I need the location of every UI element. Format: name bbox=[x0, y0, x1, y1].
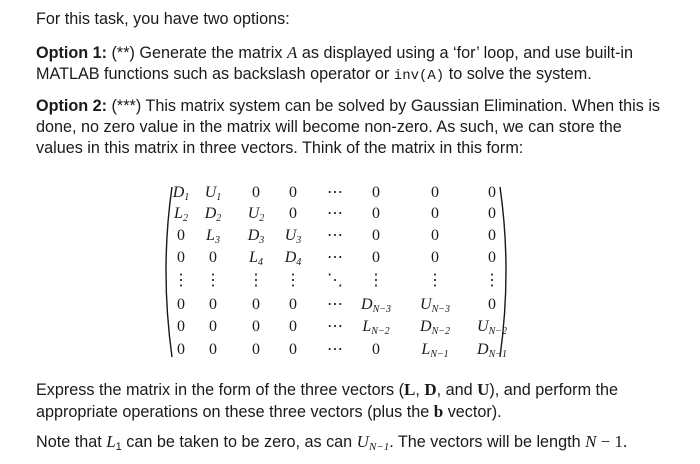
inv-code: inv(A) bbox=[393, 68, 445, 84]
express-paragraph bbox=[36, 379, 666, 423]
matrix-cell: 0 bbox=[488, 227, 496, 244]
matrix-cell: 0 bbox=[431, 249, 439, 266]
matrix-cell: DN−1 bbox=[477, 341, 507, 360]
matrix-cell: ⋯ bbox=[327, 296, 343, 313]
matrix-cell: ⋮ bbox=[368, 272, 384, 289]
matrix-cell: L3 bbox=[206, 227, 220, 246]
vector-u: U bbox=[477, 380, 490, 399]
matrix-cell: 0 bbox=[372, 184, 380, 201]
express-text: Express the matrix in the form of the three vectors ( bbox=[36, 381, 404, 399]
matrix-cell: 0 bbox=[431, 205, 439, 222]
matrix-cell: 0 bbox=[209, 318, 217, 335]
matrix-cell: L2 bbox=[174, 205, 188, 224]
vector-l: L bbox=[403, 380, 416, 399]
matrix-cell: 0 bbox=[252, 341, 260, 358]
matrix-cell: 0 bbox=[289, 184, 297, 201]
un1-sub: N−1 bbox=[368, 441, 390, 453]
matrix-cell: ⋯ bbox=[327, 227, 343, 244]
matrix-cell: 0 bbox=[488, 184, 496, 201]
matrix-cell: 0 bbox=[289, 318, 297, 335]
matrix-cell: D4 bbox=[284, 249, 302, 268]
matrix-cell: 0 bbox=[252, 318, 260, 335]
matrix-cell: UN−2 bbox=[477, 318, 507, 337]
left-bracket bbox=[166, 187, 172, 357]
matrix-cell: 0 bbox=[177, 341, 185, 358]
matrix-cell: 0 bbox=[372, 249, 380, 266]
note-text: Note that bbox=[36, 433, 107, 451]
matrix-cell: ⋯ bbox=[327, 318, 343, 335]
matrix-cell: 0 bbox=[431, 184, 439, 201]
matrix-cell: 0 bbox=[289, 341, 297, 358]
matrix-cell: 0 bbox=[209, 296, 217, 313]
matrix-cell: 0 bbox=[252, 296, 260, 313]
matrix-cell: 0 bbox=[488, 296, 496, 313]
matrix-cell: D2 bbox=[204, 205, 222, 224]
option-1-text: (**) Generate the matrix bbox=[107, 44, 287, 62]
express-text-c: vector). bbox=[443, 403, 502, 421]
matrix-cell: DN−2 bbox=[420, 318, 450, 337]
express-text-b: ), and perform the appropriate operations on these three vectors (plus the bbox=[36, 381, 619, 421]
matrix-cell: U2 bbox=[247, 205, 265, 224]
matrix-cell: ⋮ bbox=[173, 272, 189, 289]
matrix-cell: 0 bbox=[372, 205, 380, 222]
note-text-b: can be taken to be zero, as can bbox=[121, 433, 357, 451]
matrix-cell: UN−3 bbox=[420, 296, 450, 315]
matrix-cell: 0 bbox=[289, 205, 297, 222]
un1-var: U bbox=[356, 432, 369, 451]
n-var: N bbox=[585, 432, 597, 451]
matrix-cell: D3 bbox=[247, 227, 265, 246]
matrix-cell: U1 bbox=[204, 184, 222, 203]
option-1-text-b: as displayed using a ‘for’ loop, and use built-in MATLAB functions such as backslash operator or bbox=[36, 44, 634, 83]
matrix-cell: ⋯ bbox=[327, 249, 343, 266]
matrix-cell: 0 bbox=[252, 184, 260, 201]
matrix-cell: L4 bbox=[249, 249, 263, 268]
matrix-cell: ⋮ bbox=[285, 272, 301, 289]
matrix-cell: 0 bbox=[289, 296, 297, 313]
matrix-cell: ⋮ bbox=[427, 272, 443, 289]
matrix-cell: 0 bbox=[431, 227, 439, 244]
matrix-cell: ⋯ bbox=[327, 341, 343, 358]
matrix-cell: ⋮ bbox=[205, 272, 221, 289]
matrix-cell: ⋱ bbox=[327, 272, 343, 289]
option-1-text-c: to solve the system. bbox=[444, 65, 592, 83]
sep-1: , bbox=[415, 381, 425, 399]
matrix-cell: 0 bbox=[488, 205, 496, 222]
minus-one: − 1. bbox=[596, 432, 628, 451]
matrix-cell: DN−3 bbox=[361, 296, 391, 315]
l1-sub: 1 bbox=[115, 441, 122, 453]
matrix-cell: ⋮ bbox=[484, 272, 500, 289]
matrix-cell: 0 bbox=[177, 227, 185, 244]
vector-d: D bbox=[424, 380, 437, 399]
matrix-cell: 0 bbox=[209, 249, 217, 266]
matrix-cell: ⋯ bbox=[327, 205, 343, 222]
intro-text: For this task, you have two options: bbox=[36, 10, 290, 28]
matrix-cell: 0 bbox=[177, 249, 185, 266]
l1-var: L bbox=[106, 432, 116, 451]
matrix-cell: 0 bbox=[372, 227, 380, 244]
sep-2: , and bbox=[436, 381, 478, 399]
option-1-label: Option 1: bbox=[36, 44, 108, 62]
matrix-cell: ⋮ bbox=[248, 272, 264, 289]
matrix-cell: LN−2 bbox=[362, 318, 390, 337]
matrix-cell: 0 bbox=[177, 296, 185, 313]
matrix-cell: 0 bbox=[177, 318, 185, 335]
note-text-c: . The vectors will be length bbox=[389, 433, 586, 451]
matrix-var-a: A bbox=[286, 43, 298, 62]
vector-b: b bbox=[433, 402, 444, 421]
matrix-cell: 0 bbox=[372, 341, 380, 358]
option-2-text: (***) This matrix system can be solved by Gaussian Elimination. When this is done, no zero value in the matrix will become non-zero. As such, we can store the values in this matrix in three vectors. Think of the matrix in this form: bbox=[36, 97, 661, 157]
option-2-label: Option 2: bbox=[36, 97, 108, 115]
matrix-cell: D1 bbox=[172, 184, 190, 203]
matrix-cell: LN−1 bbox=[421, 341, 449, 360]
note-paragraph bbox=[36, 431, 666, 458]
matrix-cell: U3 bbox=[284, 227, 302, 246]
matrix-cell: 0 bbox=[209, 341, 217, 358]
matrix-cell: ⋯ bbox=[327, 184, 343, 201]
matrix-cell: 0 bbox=[488, 249, 496, 266]
